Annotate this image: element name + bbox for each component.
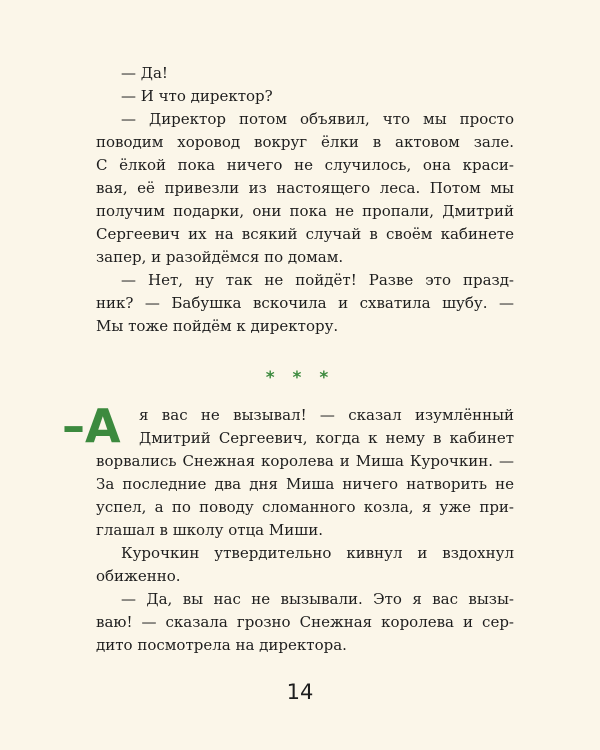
text-line: получим подарки, они пока не пропали, Дмитрий [96, 202, 514, 220]
text-section-one [96, 62, 514, 338]
text-line: — Директор потом объявил, что мы просто [121, 110, 514, 128]
text-line: глашал в школу отца Миши. [96, 521, 323, 539]
text-line: обиженно. [96, 567, 181, 585]
text-line: За последние два дня Миша ничего натворить не [96, 475, 514, 493]
drop-cap-letter: –А [62, 399, 121, 453]
text-line: дито посмотрела на директора. [96, 636, 347, 654]
text-line: Дмитрий Сергеевич, когда к нему в кабинет [139, 429, 514, 447]
text-section-two [96, 450, 514, 657]
text-line: вая, её привезли из настоящего леса. Потом мы [96, 179, 514, 197]
text-line: Курочкин утвердительно кивнул и вздохнул [121, 544, 514, 562]
text-line: поводим хоровод вокруг ёлки в актовом зале. [96, 133, 514, 151]
text-line: ворвались Снежная королева и Миша Курочкин. — [96, 452, 514, 470]
dropcap-lines [139, 404, 514, 450]
text-line: запер, и разойдёмся по домам. [96, 248, 344, 266]
text-line: — И что директор? [121, 87, 273, 105]
section-separator: * * * [265, 368, 335, 388]
page-number: 14 [286, 680, 314, 704]
text-line: — Нет, ну так не пойдёт! Разве это празд- [121, 271, 514, 289]
text-line: Мы тоже пойдём к директору. [96, 317, 339, 335]
text-line: — Да! [121, 64, 168, 82]
text-line: ник? — Бабушка вскочила и схватила шубу. — [96, 294, 514, 312]
text-line: я вас не вызывал! — сказал изумлённый [139, 406, 514, 424]
text-line: ваю! — сказала грозно Снежная королева и сер- [96, 613, 514, 631]
text-line: успел, а по поводу сломанного козла, я уже при- [96, 498, 514, 516]
text-line: — Да, вы нас не вызывали. Это я вас вызы- [121, 590, 514, 608]
dropcap-paragraph [62, 399, 514, 453]
text-line: Сергеевич их на всякий случай в своём кабинете [96, 225, 514, 243]
text-line: С ёлкой пока ничего не случилось, она краси- [96, 156, 514, 174]
